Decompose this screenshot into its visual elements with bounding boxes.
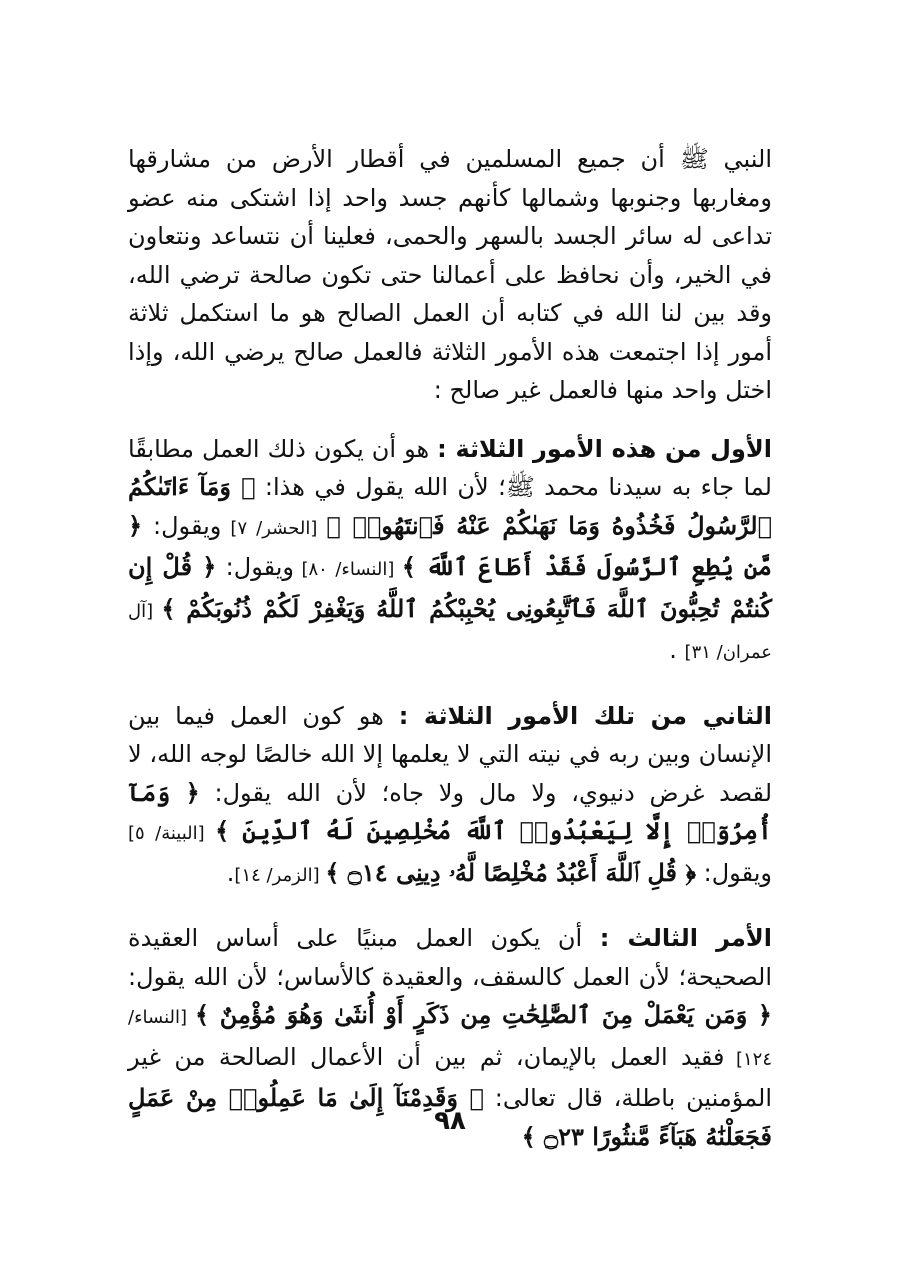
first-condition-heading: الأول من هذه الأمور الثلاثة : <box>437 434 772 463</box>
third-condition-heading: الأمر الثالث : <box>599 924 772 952</box>
paragraph-second-condition <box>128 697 772 896</box>
quran-verse: ﴿ وَمَآ أُمِرُوٓا۟ إِلَّا لِيَعْبُدُوا۟ ٱللَّهَ مُخْلِصِينَ لَهُ ٱلدِّينَ ﴾ <box>128 777 772 845</box>
quran-verse: ﴿ وَمَن يَعْمَلْ مِنَ ٱلصَّٰلِحَٰتِ مِن ذَكَرٍ أَوْ أُنثَىٰ وَهُوَ مُؤْمِنٌ ﴾ <box>195 1000 772 1029</box>
verse-reference: [الحشر/ ٧] <box>221 517 327 539</box>
paragraph-first-condition <box>128 430 772 673</box>
second-condition-heading: الثاني من تلك الأمور الثلاثة : <box>398 701 772 730</box>
verse-reference: [النساء/ ٨٠] <box>294 559 402 580</box>
paragraph-text: ويقول: <box>216 553 294 581</box>
paragraph-text: فقيد العمل بالإيمان، ثم بين أن الأعمال الصالحة من غير المؤمنين باطلة، قال تعالى: <box>128 1042 772 1112</box>
quran-verse: ﴿ وَمَآ ءَاتَىٰكُمُ ٱلرَّسُولُ فَخُذُوهُ وَمَا نَهَىٰكُمْ عَنْهُ فَٱنتَهُوا۟ ﴾ <box>128 472 773 540</box>
quran-verse: ﴿ مَّن يُطِعِ ٱلرَّسُولَ فَقَدْ أَطَاعَ ٱللَّهَ ﴾ <box>128 510 772 581</box>
paragraph-text: ويقول: <box>696 858 772 887</box>
paragraph-text: هو كون العمل فيما بين الإنسان وبين ربه في نيته التي لا يعلمها إلا الله خالصًا لوجه الله، لا لقصد غرض دنيوي، ولا مال ولا جاه؛ لأن الله يقول: <box>128 701 773 807</box>
verse-reference: [النساء/ ١٢٤] <box>128 1007 772 1070</box>
page-number: ٩٨ <box>434 1106 466 1136</box>
page-body <box>128 140 772 1156</box>
paragraph-text: أن يكون العمل مبنيًا على أساس العقيدة الصحيحة؛ لأن العمل كالسقف، والعقيدة كالأساس؛ لأن الله يقول: <box>128 924 772 991</box>
quran-verse: ﴿ قُلْ إِن كُنتُمْ تُحِبُّونَ ٱللَّهَ فَٱتَّبِعُونِى يُحْبِبْكُمُ ٱللَّهُ وَيَغْفِرْ لَكُمْ ذُنُوبَكُمْ ﴾ <box>128 552 772 623</box>
verse-reference: [آل عمران/ ٣١] <box>128 600 772 663</box>
quran-verse: ﴿ وَقَدِمْنَآ إِلَىٰ مَا عَمِلُوا۟ مِنْ عَمَلٍ فَجَعَلْنَٰهُ هَبَآءً مَّنثُورًا ۝٢٣ ﴾ <box>128 1083 772 1151</box>
paragraph-text: ويقول: <box>142 511 222 540</box>
verse-reference: [البينة/ ٥] <box>128 823 216 844</box>
intro-text: النبي ﷺ أن جميع المسلمين في أقطار الأرض من مشارقها ومغاربها وجنوبها وشمالها كأنهم جسد واحد إذا اشتكى منه عضو تداعى له سائر الجسد بالسهر والحمى، فعلينا أن نتساعد ونتعاون في الخير، وأن نحافظ على أعمالنا حتى تكون صالحة ترضي الله، وقد بين لنا الله في كتابه أن العمل الصالح هو ما استكمل ثلاثة أمور إذا اجتمعت هذه الأمور الثلاثة فالعمل صالح يرضي الله، وإذا اختل واحد منها فالعمل غير صالح : <box>128 145 772 404</box>
quran-verse: ﴿ قُلِ ٱللَّهَ أَعْبُدُ مُخْلِصًا لَّهُۥ دِينِى ۝١٤ ﴾ <box>325 857 697 887</box>
paragraph-text: . <box>226 858 235 887</box>
verse-reference: [الزمر/ ١٤] <box>234 864 326 886</box>
paragraph-text: . <box>669 636 685 664</box>
paragraph-text: هو أن يكون ذلك العمل مطابقًا لما جاء به سيدنا محمد ﷺ؛ لأن الله يقول في هذا: <box>128 434 772 501</box>
paragraph-intro <box>128 140 772 410</box>
